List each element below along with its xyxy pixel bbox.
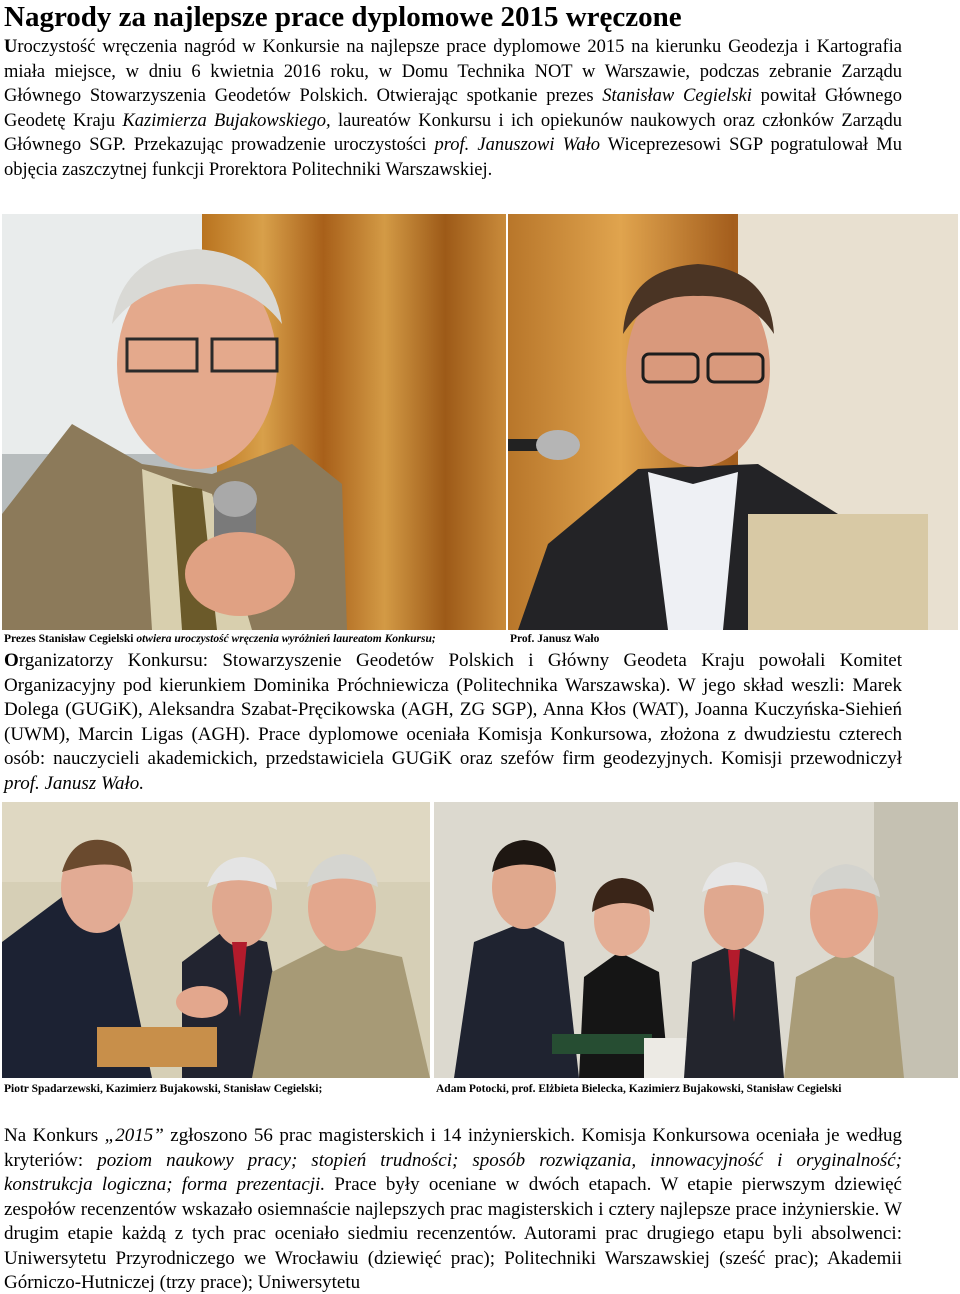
caption-photo-walo: Prof. Janusz Wało (510, 633, 600, 645)
page-title: Nagrody za najlepsze prace dyplomowe 2015 wręczone (4, 1, 682, 33)
photo-prof-walo (508, 214, 958, 630)
intro-name-walo: Januszowi Wało (469, 135, 600, 155)
intro-paragraph (4, 35, 902, 182)
contest-year: „2015” (104, 1125, 164, 1146)
contest-text-3: Prace były oceniane w dwóch etapach. W etapie pierwszym dziewięć zespołów recenzentów wskazało osiemnaście najlepszych prac magisterskich i cztery najlepsze prace inżynierskie. W drugim etapie każdą z tych prac oceniało siedmiu recenzentów. Autorami prac drugiego etapu byli absolwenci: Uniwersytetu Przyrodniczego we Wrocławiu (dziewięć prac); Politechniki Warszawskiej (sześć prac); Akademii Górniczo-Hutniczej (trzy prace); Uniwersytetu (4, 1174, 902, 1293)
organizers-paragraph (4, 649, 902, 796)
intro-text-4: Wiceprezesowi SGP pogratulował Mu objęcia zaszczytnej funkcji Prorektora Politechniki Warszawskiej. (4, 135, 902, 180)
photo-spadarzewski-award (2, 802, 430, 1078)
photo-cegielski-speaking (2, 214, 506, 630)
contest-dropcap: N (4, 1125, 18, 1146)
caption-photo-cegielski (4, 632, 436, 646)
organizers-text: rganizatorzy Konkursu: Stowarzyszenie Geodetów Polskich i Główny Geodeta Kraju powołali Komitet Organizacyjny pod kierunkiem Dominika Próchniewicza (Politechnika Warszawska). W jego skład weszli: Marek Dolega (GUGiK), Aleksandra Szabat-Pręcikowska (AGH, ZG SGP), Anna Kłos (WAT), Joanna Kuczyńska-Siehień (UWM), Marcin Ligas (AGH). Prace dyplomowe oceniała Komisja Konkursowa, złożona z dwudziestu czterech osób: nauczycieli akademickich, przedstawiciela GUGiK oraz szefów firm geodezyjnych. Komisji przewodniczył (4, 650, 902, 769)
intro-dropcap: U (4, 37, 18, 57)
caption-cegielski-name: Prezes Stanisław Cegielski (4, 633, 134, 645)
photo-potocki-group (434, 802, 958, 1078)
contest-text-1: a Konkurs (17, 1125, 105, 1146)
caption-photo-spadarzewski: Piotr Spadarzewski, Kazimierz Bujakowski, Stanisław Cegielski; (4, 1083, 323, 1095)
intro-name-cegielski: Stanisław Cegielski (602, 86, 752, 106)
organizers-chair: prof. Janusz Wało. (4, 772, 145, 794)
contest-text-2: zgłoszono 56 prac magisterskich i 14 inżynierskich. Komisja Konkursowa oceniała je według kryteriów: (4, 1125, 902, 1171)
intro-text-2: powitał Głównego Geodetę Kraju (4, 86, 903, 131)
contest-paragraph (4, 1124, 902, 1294)
intro-text-1: roczystość wręczenia nagród w Konkursie na najlepsze prace dyplomowe 2015 na kierunku Geodezja i Kartografia miała miejsce, w dniu 6 kwietnia 2016 roku, w Domu Technika NOT w Warszawie, podczas zebranie Zarządu Głównego Stowarzyszenia Geodetów Polskich. Otwierając spotkanie prezes (4, 37, 902, 106)
intro-name-bujakowski: Kazimierza Bujakowskiego, (122, 110, 331, 131)
organizers-dropcap: O (4, 650, 19, 671)
intro-prof: prof. (434, 135, 470, 155)
contest-criteria: poziom naukowy pracy; stopień trudności; sposób rozwiązania, innowacyjność i oryginalność; konstrukcja logiczna; forma prezentacji. (4, 1149, 902, 1195)
caption-photo-potocki: Adam Potocki, prof. Elżbieta Bielecka, Kazimierz Bujakowski, Stanisław Cegielski (436, 1083, 842, 1095)
intro-text-3: laureatów Konkursu i ich opiekunów naukowych oraz członków Zarządu Głównego SGP. Przekazując prowadzenie uroczystości (4, 110, 902, 155)
caption-cegielski-italic: otwiera uroczystość wręczenia wyróżnień laureatom Konkursu; (136, 633, 436, 645)
